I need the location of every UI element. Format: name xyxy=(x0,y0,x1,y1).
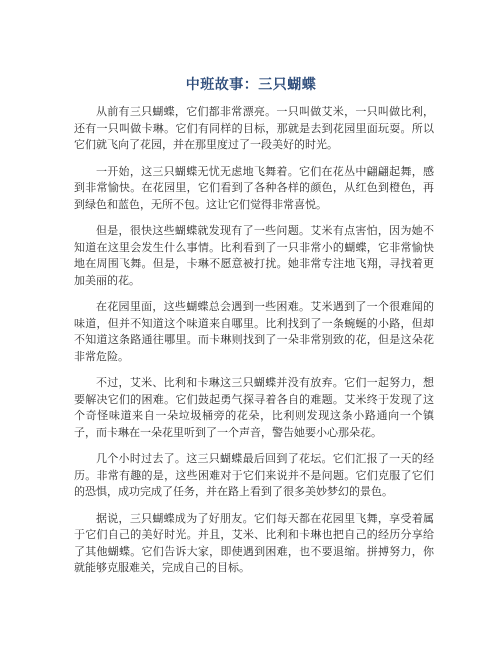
document-title: 中班故事：三只蝴蝶 xyxy=(185,77,317,93)
paragraph-6: 几个小时过去了。这三只蝴蝶最后回到了花坛。它们汇报了一天的经历。非常有趣的是，这些困难对于它们来说并不是问题。它们克服了它们的恐惧，成功完成了任务，并在路上看到了很多美妙梦幻的景色。 xyxy=(74,452,434,498)
paragraph-1: 从前有三只蝴蝶，它们都非常漂亮。一只叫做艾米，一只叫做比利，还有一只叫做卡琳。它们有同样的目标，那就是去到花园里面玩耍。所以它们就飞向了花园，并在那里度过了一段美好的时光。 xyxy=(74,105,434,151)
paragraph-3: 但是，很快这些蝴蝶就发现有了一些问题。艾米有点害怕，因为她不知道在这里会发生什么事情。比利看到了一只非常小的蝴蝶，它非常愉快地在周围飞舞。但是，卡琳不愿意被打扰。她非常专注地飞翔，寻找着更加美丽的花。 xyxy=(74,224,434,287)
paragraph-5: 不过，艾米、比利和卡琳这三只蝴蝶并没有放弃。它们一起努力，想要解决它们的困难。它们鼓起勇气探寻着各自的难题。艾米终于发现了这个奇怪味道来自一朵垃圾桶旁的花朵，比利则发现这条小路通向一个镇子，而卡琳在一朵花里听到了一个声音，警告她要小心那朵花。 xyxy=(74,376,434,439)
paragraph-4: 在花园里面，这些蝴蝶总会遇到一些困难。艾米遇到了一个很难闻的味道，但并不知道这个味道来自哪里。比利找到了一条蜿蜒的小路，但却不知道这条路通往哪里。而卡琳则找到了一朵非常别致的花，但是这朵花非常危险。 xyxy=(74,300,434,363)
document-body xyxy=(74,104,434,587)
paragraph-7: 据说，三只蝴蝶成为了好朋友。它们每天都在花园里飞舞，享受着属于它们自己的美好时光。并且，艾米、比利和卡琳也把自己的经历分享给了其他蝴蝶。它们告诉大家，即使遇到困难，也不要退缩。拼搏努力，你就能够克服难关，完成自己的目标。 xyxy=(74,511,434,574)
paragraph-2: 一开始，这三只蝴蝶无忧无虑地飞舞着。它们在花丛中翩翩起舞，感到非常愉快。在花园里，它们看到了各种各样的颜色，从红色到橙色，再到绿色和蓝色，无所不包。这让它们觉得非常喜悦。 xyxy=(74,164,434,211)
